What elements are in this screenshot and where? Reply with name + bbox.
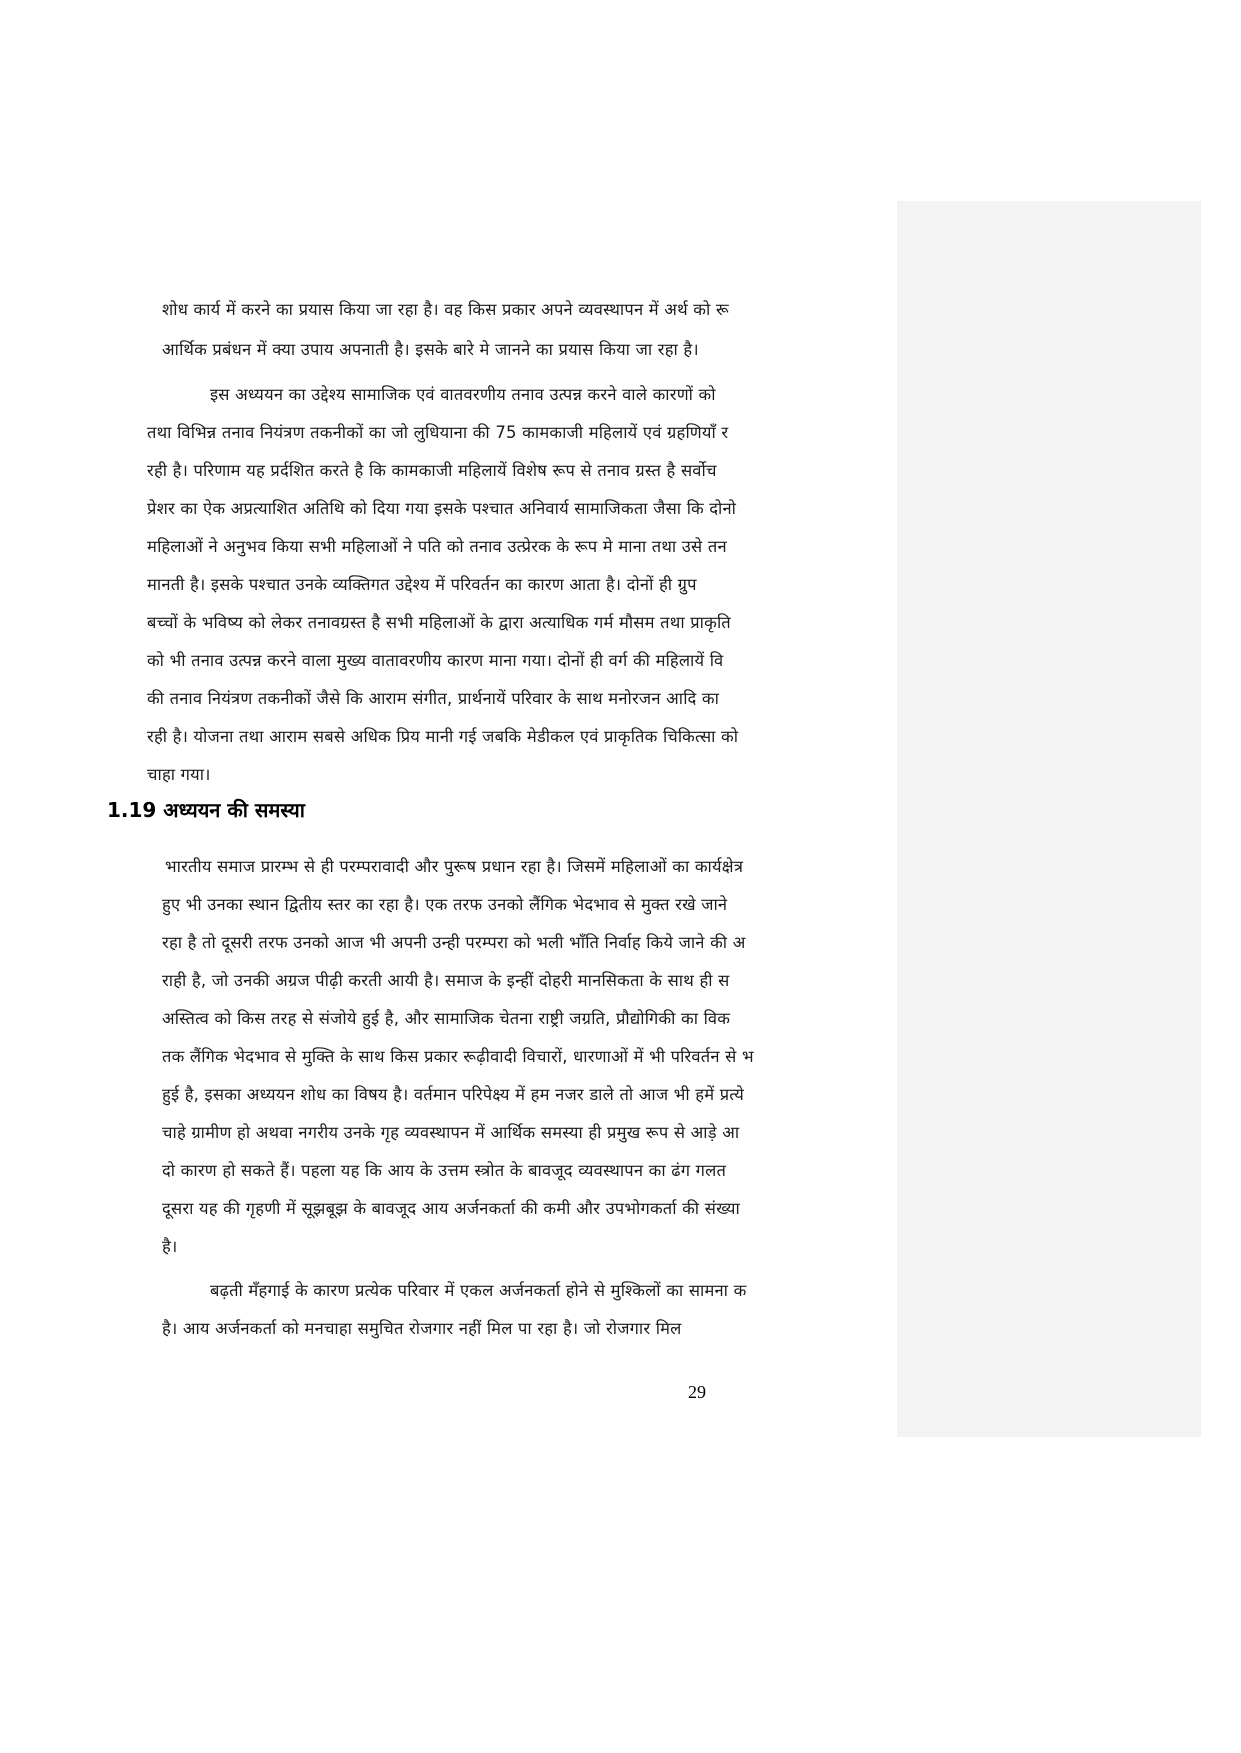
text-line: बच्चों के भविष्य को लेकर तनावग्रस्त है सभी महिलाओं के द्वारा अत्याधिक गर्म मौसम तथा प्राकृति [147,613,731,632]
comment-pane [897,201,1201,1437]
text-line: तक लैंगिक भेदभाव से मुक्ति के साथ किस प्रकार रूढ़ीवादी विचारों, धारणाओं में भी परिवर्तन से भ [162,1047,754,1066]
text-line: अस्तित्व को किस तरह से संजोये हुई है, और सामाजिक चेतना राष्ट्री जग्रति, प्रौद्योगिकी का विक [162,1009,731,1028]
text-line: दूसरा यह की गृहणी में सूझबूझ के बावजूद आय अर्जनकर्ता की कमी और उपभोगकर्ता की संख्या [162,1199,740,1218]
text-line: रही है। योजना तथा आराम सबसे अधिक प्रिय मानी गई जबकि मेडीकल एवं प्राकृतिक चिकित्सा को [147,727,739,746]
section-heading: 1.19 अध्ययन की समस्या [107,798,305,822]
text-line: बढ़ती मॅंहगाई के कारण प्रत्येक परिवार में एकल अर्जनकर्ता होने से मुश्किलों का सामना क [210,1281,747,1300]
text-line: मानती है। इसके पश्चात उनके व्यक्तिगत उद्देश्य में परिवर्तन का कारण आता है। दोनों ही ग्रुप [147,575,697,594]
text-line: दो कारण हो सकते हैं। पहला यह कि आय के उत्तम स्त्रोत के बावजूद व्यवस्थापन का ढंग गलत [162,1161,727,1180]
text-line: है। आय अर्जनकर्ता को मनचाहा समुचित रोजगार नहीं मिल पा रहा है। जो रोजगार मिल [162,1319,682,1338]
text-line: आर्थिक प्रबंधन में क्या उपाय अपनाती है। इसके बारे मे जानने का प्रयास किया जा रहा है। [162,340,699,359]
text-line: रही है। परिणाम यह प्रर्दशित करते है कि कामकाजी महिलायें विशेष रूप से तनाव ग्रस्त है सर्वोच [147,461,717,480]
text-line: प्रेशर का ऐक अप्रत्याशित अतिथि को दिया गया इसके पश्चात अनिवार्य सामाजिकता जैसा कि दोनो [147,499,737,518]
text-line: चाहा गया। [147,765,211,784]
text-line: हुई है, इसका अध्ययन शोध का विषय है। वर्तमान परिपेक्ष्य में हम नजर डाले तो आज भी हमें प्रत्ये [162,1085,745,1104]
text-line: की तनाव नियंत्रण तकनीकों जैसे कि आराम संगीत, प्रार्थनायें परिवार के साथ मनोरजन आदि का [147,689,720,708]
page-number: 29 [688,1382,706,1402]
text-line: महिलाओं ने अनुभव किया सभी महिलाओं ने पति को तनाव उत्प्रेरक के रूप मे माना तथा उसे तन [147,537,727,556]
text-line: इस अध्ययन का उद्देश्य सामाजिक एवं वातवरणीय तनाव उत्पन्न करने वाले कारणों को [210,385,716,404]
text-line: है। [162,1237,178,1256]
text-line: भारतीय समाज प्रारम्भ से ही परम्परावादी और पुरूष प्रधान रहा है। जिसमें महिलाओं का कार्यक्षेत्र [165,857,744,876]
text-line: राही है, जो उनकी अग्रज पीढ़ी करती आयी है। समाज के इन्हीं दोहरी मानसिकता के साथ ही स [162,971,730,990]
text-line: रहा है तो दूसरी तरफ उनको आज भी अपनी उन्ही परम्परा को भली भॉंति निर्वाह किये जाने की अ [162,933,746,952]
text-line: चाहे ग्रामीण हो अथवा नगरीय उनके गृह व्यवस्थापन में आर्थिक समस्या ही प्रमुख रूप से आड़े आ [162,1123,740,1142]
text-line: को भी तनाव उत्पन्न करने वाला मुख्य वातावरणीय कारण माना गया। दोनों ही वर्ग की महिलायें वि [147,651,724,670]
text-line: हुए भी उनका स्थान द्वितीय स्तर का रहा है। एक तरफ उनको लैंगिक भेदभाव से मुक्त रखे जाने [162,895,728,914]
text-line: तथा विभिन्न तनाव नियंत्रण तकनीकों का जो लुधियाना की 75 कामकाजी महिलायें एवं ग्रहणियॉं र [147,423,729,442]
text-line: शोध कार्य में करने का प्रयास किया जा रहा है। वह किस प्रकार अपने व्यवस्थापन में अर्थ को रू [162,300,729,319]
